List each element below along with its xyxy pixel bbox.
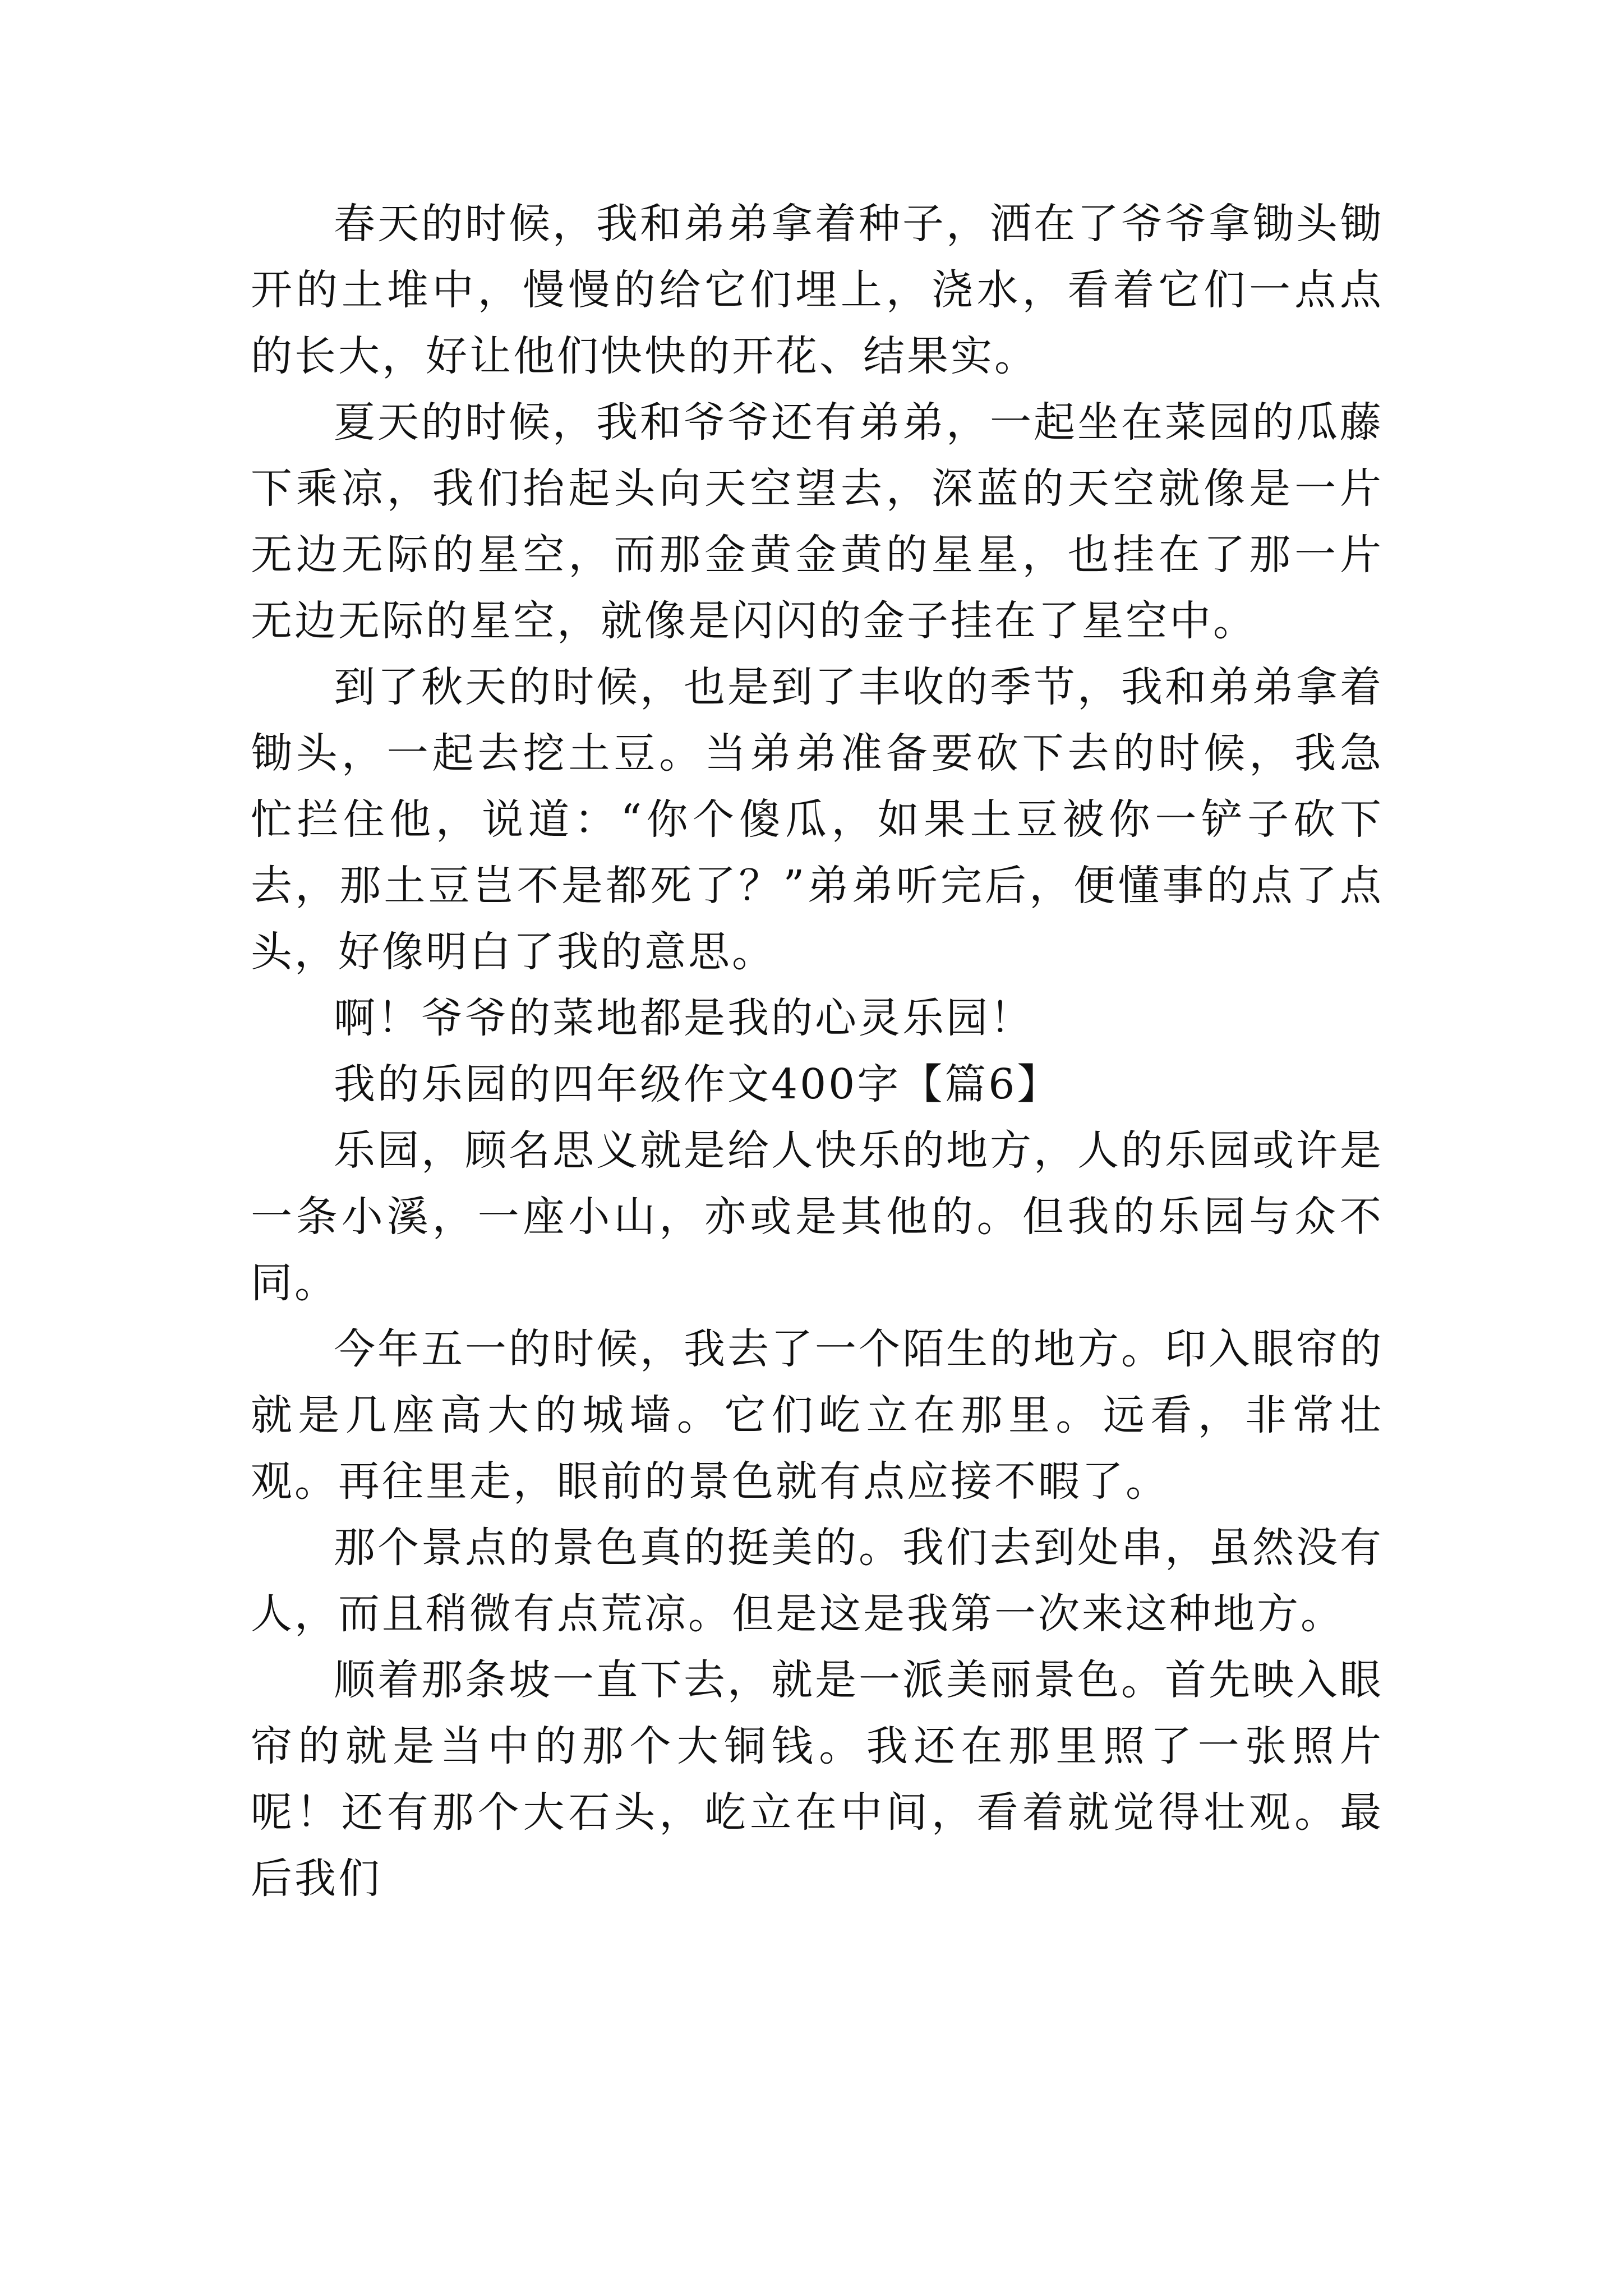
- paragraph-scenery: 那个景点的景色真的挺美的。我们去到处串，虽然没有人，而且稍微有点荒凉。但是这是我第一次来这种地方。: [251, 1524, 1384, 1638]
- paragraph-exclamation: 啊！爷爷的菜地都是我的心灵乐园！: [334, 994, 1034, 1042]
- paragraph-may-day: 今年五一的时候，我去了一个陌生的地方。印入眼帘的就是几座高大的城墙。它们屹立在那里。远看，非常壮观。再往里走，眼前的景色就有点应接不暇了。: [251, 1325, 1384, 1506]
- paragraph-spring: 春天的时候，我和弟弟拿着种子，洒在了爷爷拿锄头锄开的土堆中，慢慢的给它们埋上，浇水，看着它们一点点的长大，好让他们快快的开花、结果实。: [251, 200, 1384, 380]
- paragraph-autumn: 到了秋天的时候，也是到了丰收的季节，我和弟弟拿着锄头，一起去挖土豆。当弟弟准备要砍下去的时候，我急忙拦住他，说道：“你个傻瓜，如果土豆被你一铲子砍下去，那土豆岂不是都死了？”弟弟听完后，便懂事的点了点头，好像明白了我的意思。: [251, 663, 1384, 976]
- essay-title: 我的乐园的四年级作文400字【篇6】: [334, 1060, 1061, 1108]
- paragraph-summer: 夏天的时候，我和爷爷还有弟弟，一起坐在菜园的瓜藤下乘凉，我们抬起头向天空望去，深蓝的天空就像是一片无边无际的星空，而那金黄金黄的星星，也挂在了那一片无边无际的星空，就像是闪闪的金子挂在了星空中。: [251, 398, 1384, 645]
- paragraph-slope: 顺着那条坡一直下去，就是一派美丽景色。首先映入眼帘的就是当中的那个大铜钱。我还在那里照了一张照片呢！还有那个大石头，屹立在中间，看着就觉得壮观。最后我们: [251, 1656, 1384, 1903]
- paragraph-intro: 乐园，顾名思义就是给人快乐的地方，人的乐园或许是一条小溪，一座小山，亦或是其他的。但我的乐园与众不同。: [251, 1126, 1384, 1307]
- document-body: [251, 191, 1384, 1912]
